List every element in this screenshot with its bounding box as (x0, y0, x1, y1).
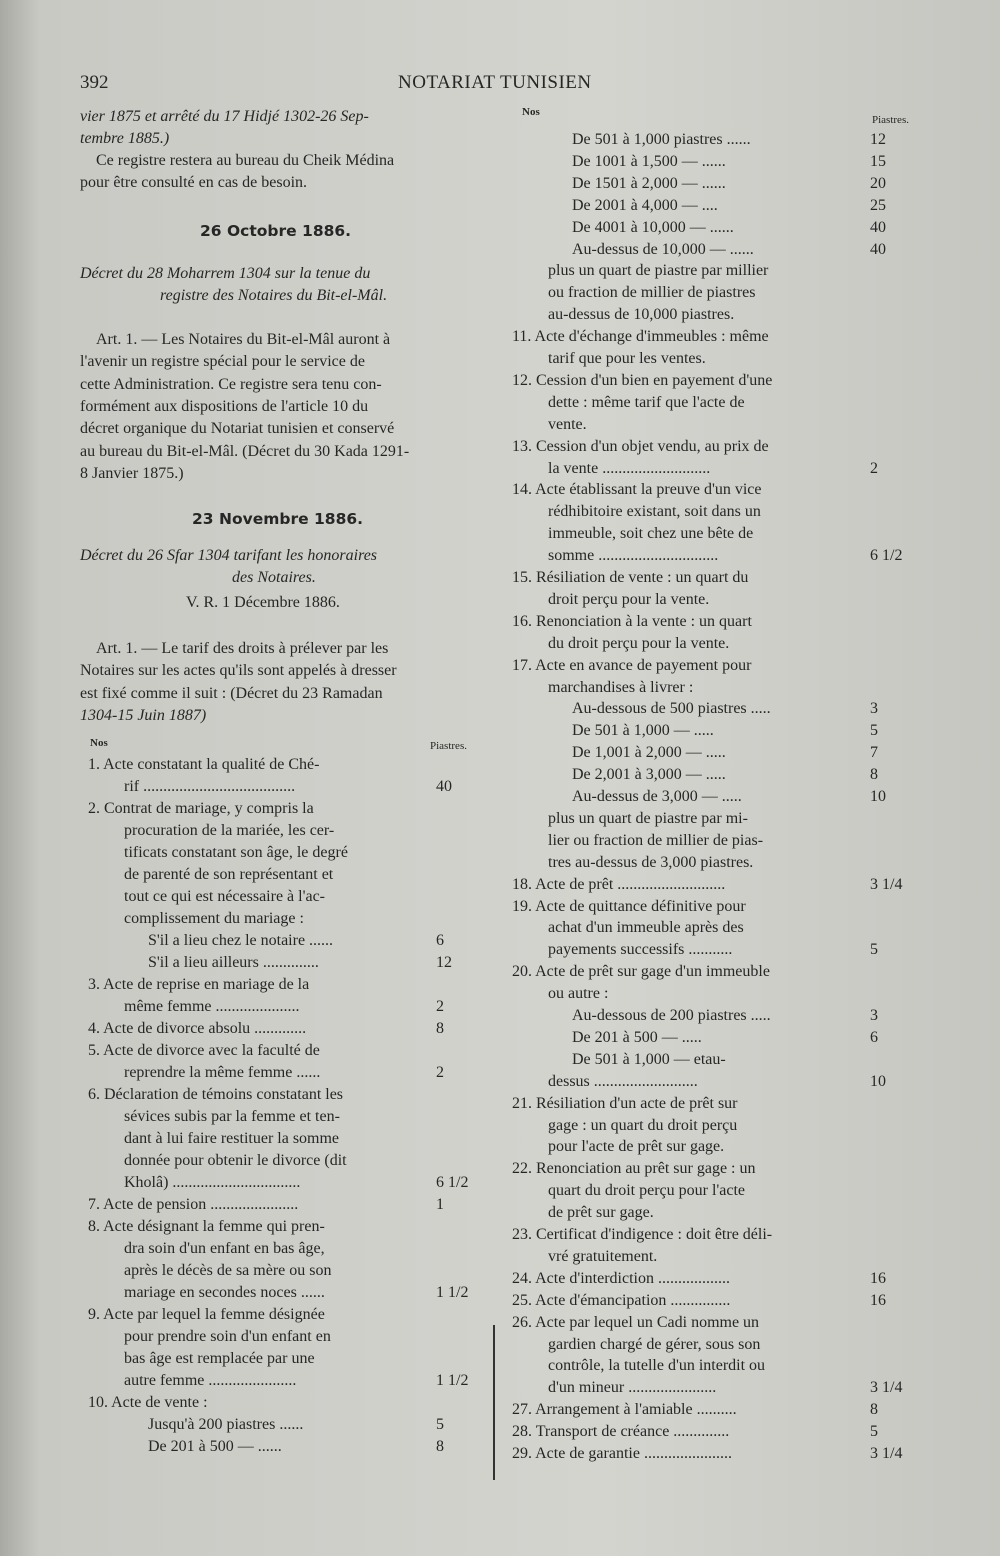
tariff-price: 5 (870, 941, 878, 959)
page-fold-line (493, 1325, 495, 1480)
tariff-line: procuration de la mariée, les cer- (124, 822, 335, 839)
tariff-line: tout ce qui est nécessaire à l'ac- (124, 888, 326, 905)
article-line: formément aux dispositions de l'article 10 du (80, 397, 369, 415)
tariff-line: Au-dessous de 200 piastres ..... (572, 1007, 771, 1024)
tariff-line: mariage en secondes noces ...... (124, 1284, 325, 1301)
tariff-price: 1 1/2 (436, 1284, 469, 1301)
article-line: Notaires sur les actes qu'ils sont appelés à dresser (80, 662, 397, 680)
tariff-line: dessus .......................... (548, 1072, 698, 1090)
tariff-line: 28. Transport de créance .............. (512, 1423, 730, 1441)
column-header-piastres: Piastres. (872, 114, 909, 126)
tariff-price: 3 1/4 (870, 1445, 903, 1462)
tariff-line: 2. Contrat de mariage, y compris la (88, 800, 314, 817)
tariff-line: de parenté de son représentant et (124, 866, 334, 883)
tariff-line: 8. Acte désignant la femme qui pren- (88, 1218, 325, 1235)
tariff-line: Au-dessus de 3,000 — ..... (572, 788, 742, 805)
tariff-line: 22. Renonciation au prêt sur gage : un (512, 1160, 756, 1178)
article-line: est fixé comme il suit : (Décret du 23 Ramadan (80, 684, 383, 702)
tariff-price: 20 (870, 174, 886, 192)
tariff-price: 3 (870, 1007, 878, 1024)
tariff-line: tificats constatant son âge, le degré (124, 844, 348, 861)
tariff-line: 7. Acte de pension ...................... (88, 1196, 299, 1213)
tariff-line: vente. (548, 415, 587, 433)
tariff-price: 2 (436, 1064, 444, 1081)
tariff-price: 3 1/4 (870, 875, 903, 893)
tariff-price: 8 (870, 1401, 878, 1419)
tariff-line: même femme ..................... (124, 998, 300, 1015)
article-line: au bureau du Bit-el-Mâl. (Décret du 30 Kada 1291- (80, 442, 410, 460)
tariff-line: 23. Certificat d'indigence : doit être déli- (512, 1226, 773, 1243)
tariff-line: sévices subis par la femme et ten- (124, 1108, 340, 1125)
tariff-line: 25. Acte d'émancipation ............... (512, 1291, 731, 1309)
tariff-price: 3 1/4 (870, 1379, 903, 1397)
tariff-line: 9. Acte par lequel la femme désignée (88, 1306, 325, 1323)
tariff-line: 26. Acte par lequel un Cadi nomme un (512, 1313, 760, 1331)
tariff-line: au-dessus de 10,000 piastres. (548, 306, 735, 324)
tariff-line: tres au-dessus de 3,000 piastres. (548, 853, 754, 871)
tariff-line: Jusqu'à 200 piastres ...... (148, 1416, 304, 1433)
decree-title: Décret du 28 Moharrem 1304 sur la tenue du (80, 265, 371, 282)
decree-title: Décret du 26 Sfar 1304 tarifant les honoraires (80, 547, 378, 564)
tariff-line: De 1,001 à 2,000 — ..... (572, 744, 726, 762)
tariff-line: Au-dessous de 500 piastres ..... (572, 700, 771, 718)
article-line: cette Administration. Ce registre sera tenu con- (80, 375, 382, 393)
tariff-line: 12. Cession d'un bien en payement d'une (512, 371, 773, 389)
tariff-line: ou fraction de millier de piastres (548, 284, 756, 302)
tariff-line: De 4001 à 10,000 — ...... (572, 218, 734, 236)
tariff-line: contrôle, la tutelle d'un interdit ou (548, 1357, 766, 1375)
continuation-line-2: tembre 1885.) (80, 130, 170, 147)
reference-line: V. R. 1 Décembre 1886. (186, 594, 340, 611)
tariff-line: De 1501 à 2,000 — ...... (572, 174, 726, 192)
tariff-price: 12 (436, 954, 452, 971)
tariff-price: 8 (436, 1438, 444, 1455)
tariff-price: 3 (870, 700, 878, 718)
tariff-line: 4. Acte de divorce absolu ............. (88, 1020, 307, 1037)
paragraph-line: Ce registre restera au bureau du Cheik Médina (96, 152, 395, 169)
tariff-price: 12 (870, 131, 886, 148)
tariff-line: payements successifs ........... (548, 941, 733, 959)
tariff-line: 11. Acte d'échange d'immeubles : même (512, 328, 769, 346)
tariff-price: 5 (870, 1423, 878, 1441)
tariff-line: immeuble, soit chez une bête de (548, 525, 754, 543)
decree-title: registre des Notaires du Bit-el-Mâl. (160, 287, 388, 304)
tariff-line: plus un quart de piastre par millier (548, 262, 769, 280)
tariff-line: complissement du mariage : (124, 910, 304, 927)
tariff-line: 5. Acte de divorce avec la faculté de (88, 1042, 320, 1059)
article-line: Art. 1. — Le tarif des droits à prélever par les (96, 640, 389, 657)
article-line: 8 Janvier 1875.) (80, 464, 184, 482)
tariff-price: 15 (870, 152, 886, 170)
tariff-line: S'il a lieu chez le notaire ...... (148, 932, 334, 949)
tariff-line: 15. Résiliation de vente : un quart du (512, 569, 749, 586)
tariff-line: De 501 à 1,000 — ..... (572, 722, 714, 740)
decree-title: des Notaires. (232, 569, 316, 586)
tariff-price: 6 (870, 1028, 878, 1046)
tariff-line: De 2001 à 4,000 — .... (572, 196, 718, 214)
tariff-price: 6 1/2 (870, 547, 903, 565)
tariff-line: De 2,001 à 3,000 — ..... (572, 766, 726, 784)
tariff-price: 10 (870, 788, 886, 805)
tariff-line: De 201 à 500 — ..... (572, 1028, 702, 1046)
tariff-line: gage : un quart du droit perçu (548, 1116, 738, 1134)
tariff-line: dant à lui faire restituer la somme (124, 1130, 340, 1147)
tariff-line: dette : même tarif que l'acte de (548, 393, 745, 411)
tariff-price: 40 (870, 218, 886, 236)
tariff-price: 7 (870, 744, 878, 762)
tariff-line: Au-dessus de 10,000 — ...... (572, 240, 754, 258)
tariff-line: pour l'acte de prêt sur gage. (548, 1138, 725, 1156)
tariff-line: du droit perçu pour la vente. (548, 634, 730, 652)
tariff-price: 40 (870, 240, 886, 258)
tariff-line: somme .............................. (548, 547, 719, 565)
article-line: décret organique du Notariat tunisien et conservé (80, 420, 395, 438)
tariff-price: 8 (436, 1020, 444, 1037)
tariff-line: droit perçu pour la vente. (548, 590, 710, 608)
article-line: 1304-15 Juin 1887) (80, 706, 207, 724)
tariff-line: 20. Acte de prêt sur gage d'un immeuble (512, 963, 770, 981)
tariff-line: quart du droit perçu pour l'acte (548, 1182, 746, 1200)
tariff-line: 19. Acte de quittance définitive pour (512, 897, 746, 915)
date-heading: 26 Octobre 1886. (200, 222, 352, 240)
tariff-line: 21. Résiliation d'un acte de prêt sur (512, 1094, 738, 1112)
tariff-line: rif ...................................... (124, 778, 296, 795)
tariff-line: 10. Acte de vente : (88, 1394, 208, 1411)
running-title: NOTARIAT TUNISIEN (398, 72, 592, 93)
tariff-line: De 201 à 500 — ...... (148, 1438, 282, 1455)
tariff-price: 2 (870, 459, 878, 477)
tariff-line: gardien chargé de gérer, sous son (548, 1335, 761, 1353)
tariff-line: 1. Acte constatant la qualité de Ché- (88, 756, 320, 773)
tariff-line: De 501 à 1,000 — etau- (572, 1050, 726, 1068)
tariff-line: Kholâ) ................................ (124, 1174, 301, 1191)
tariff-line: 3. Acte de reprise en mariage de la (88, 976, 310, 993)
tariff-line: pour prendre soin d'un enfant en (124, 1328, 331, 1345)
tariff-line: dra soin d'un enfant en bas âge, (124, 1240, 325, 1257)
tariff-line: De 1001 à 1,500 — ...... (572, 152, 726, 170)
tariff-price: 6 (436, 932, 444, 949)
tariff-line: ou autre : (548, 985, 609, 1003)
tariff-line: 18. Acte de prêt ........................... (512, 875, 726, 893)
tariff-price: 1 1/2 (436, 1372, 469, 1389)
tariff-line: bas âge est remplacée par une (124, 1350, 315, 1367)
tariff-price: 25 (870, 196, 886, 214)
tariff-line: autre femme ...................... (124, 1372, 297, 1389)
article-line: Art. 1. — Les Notaires du Bit-el-Mâl auront à (96, 331, 391, 348)
tariff-line: d'un mineur ...................... (548, 1379, 717, 1397)
tariff-line: de prêt sur gage. (548, 1204, 654, 1222)
tariff-line: reprendre la même femme ...... (124, 1064, 321, 1081)
tariff-price: 8 (870, 766, 878, 784)
tariff-price: 1 (436, 1196, 444, 1213)
page-number: 392 (80, 72, 109, 93)
tariff-line: la vente ........................... (548, 459, 711, 477)
tariff-line: 17. Acte en avance de payement pour (512, 656, 752, 674)
tariff-line: 6. Déclaration de témoins constatant les (88, 1086, 344, 1103)
tariff-price: 16 (870, 1291, 886, 1309)
tariff-line: 16. Renonciation à la vente : un quart (512, 612, 752, 630)
tariff-line: 14. Acte établissant la preuve d'un vice (512, 481, 762, 499)
tariff-price: 40 (436, 778, 452, 795)
tariff-line: vré gratuitement. (548, 1247, 658, 1265)
tariff-line: 13. Cession d'un objet vendu, au prix de (512, 437, 769, 455)
tariff-line: De 501 à 1,000 piastres ...... (572, 131, 751, 148)
tariff-price: 5 (436, 1416, 444, 1433)
tariff-price: 10 (870, 1072, 886, 1090)
date-heading: 23 Novembre 1886. (192, 510, 364, 528)
tariff-line: tarif que pour les ventes. (548, 350, 706, 367)
paragraph-line: pour être consulté en cas de besoin. (80, 174, 308, 191)
continuation-line-1: vier 1875 et arrêté du 17 Hidjé 1302-26 Sep- (80, 108, 369, 125)
tariff-line: rédhibitoire existant, soit dans un (548, 503, 761, 521)
tariff-line: lier ou fraction de millier de pias- (548, 831, 764, 849)
tariff-line: achat d'un immeuble après des (548, 919, 744, 937)
tariff-price: 16 (870, 1269, 886, 1287)
tariff-line: donnée pour obtenir le divorce (dit (124, 1152, 347, 1169)
tariff-line: marchandises à livrer : (548, 678, 694, 696)
tariff-line: plus un quart de piastre par mi- (548, 809, 748, 827)
article-line: l'avenir un registre spécial pour le service de (80, 353, 365, 371)
column-header-piastres: Piastres. (430, 740, 467, 752)
tariff-price: 6 1/2 (436, 1174, 469, 1191)
tariff-line: 29. Acte de garantie ...................... (512, 1445, 732, 1462)
tariff-line: 27. Arrangement à l'amiable .......... (512, 1401, 737, 1419)
column-header-nos: Nos (90, 737, 108, 749)
tariff-price: 5 (870, 722, 878, 740)
tariff-line: 24. Acte d'interdiction .................. (512, 1269, 730, 1287)
tariff-line: après le décès de sa mère ou son (124, 1262, 332, 1279)
tariff-price: 2 (436, 998, 444, 1015)
tariff-line: S'il a lieu ailleurs .............. (148, 954, 319, 971)
column-header-nos: Nos (522, 106, 540, 118)
